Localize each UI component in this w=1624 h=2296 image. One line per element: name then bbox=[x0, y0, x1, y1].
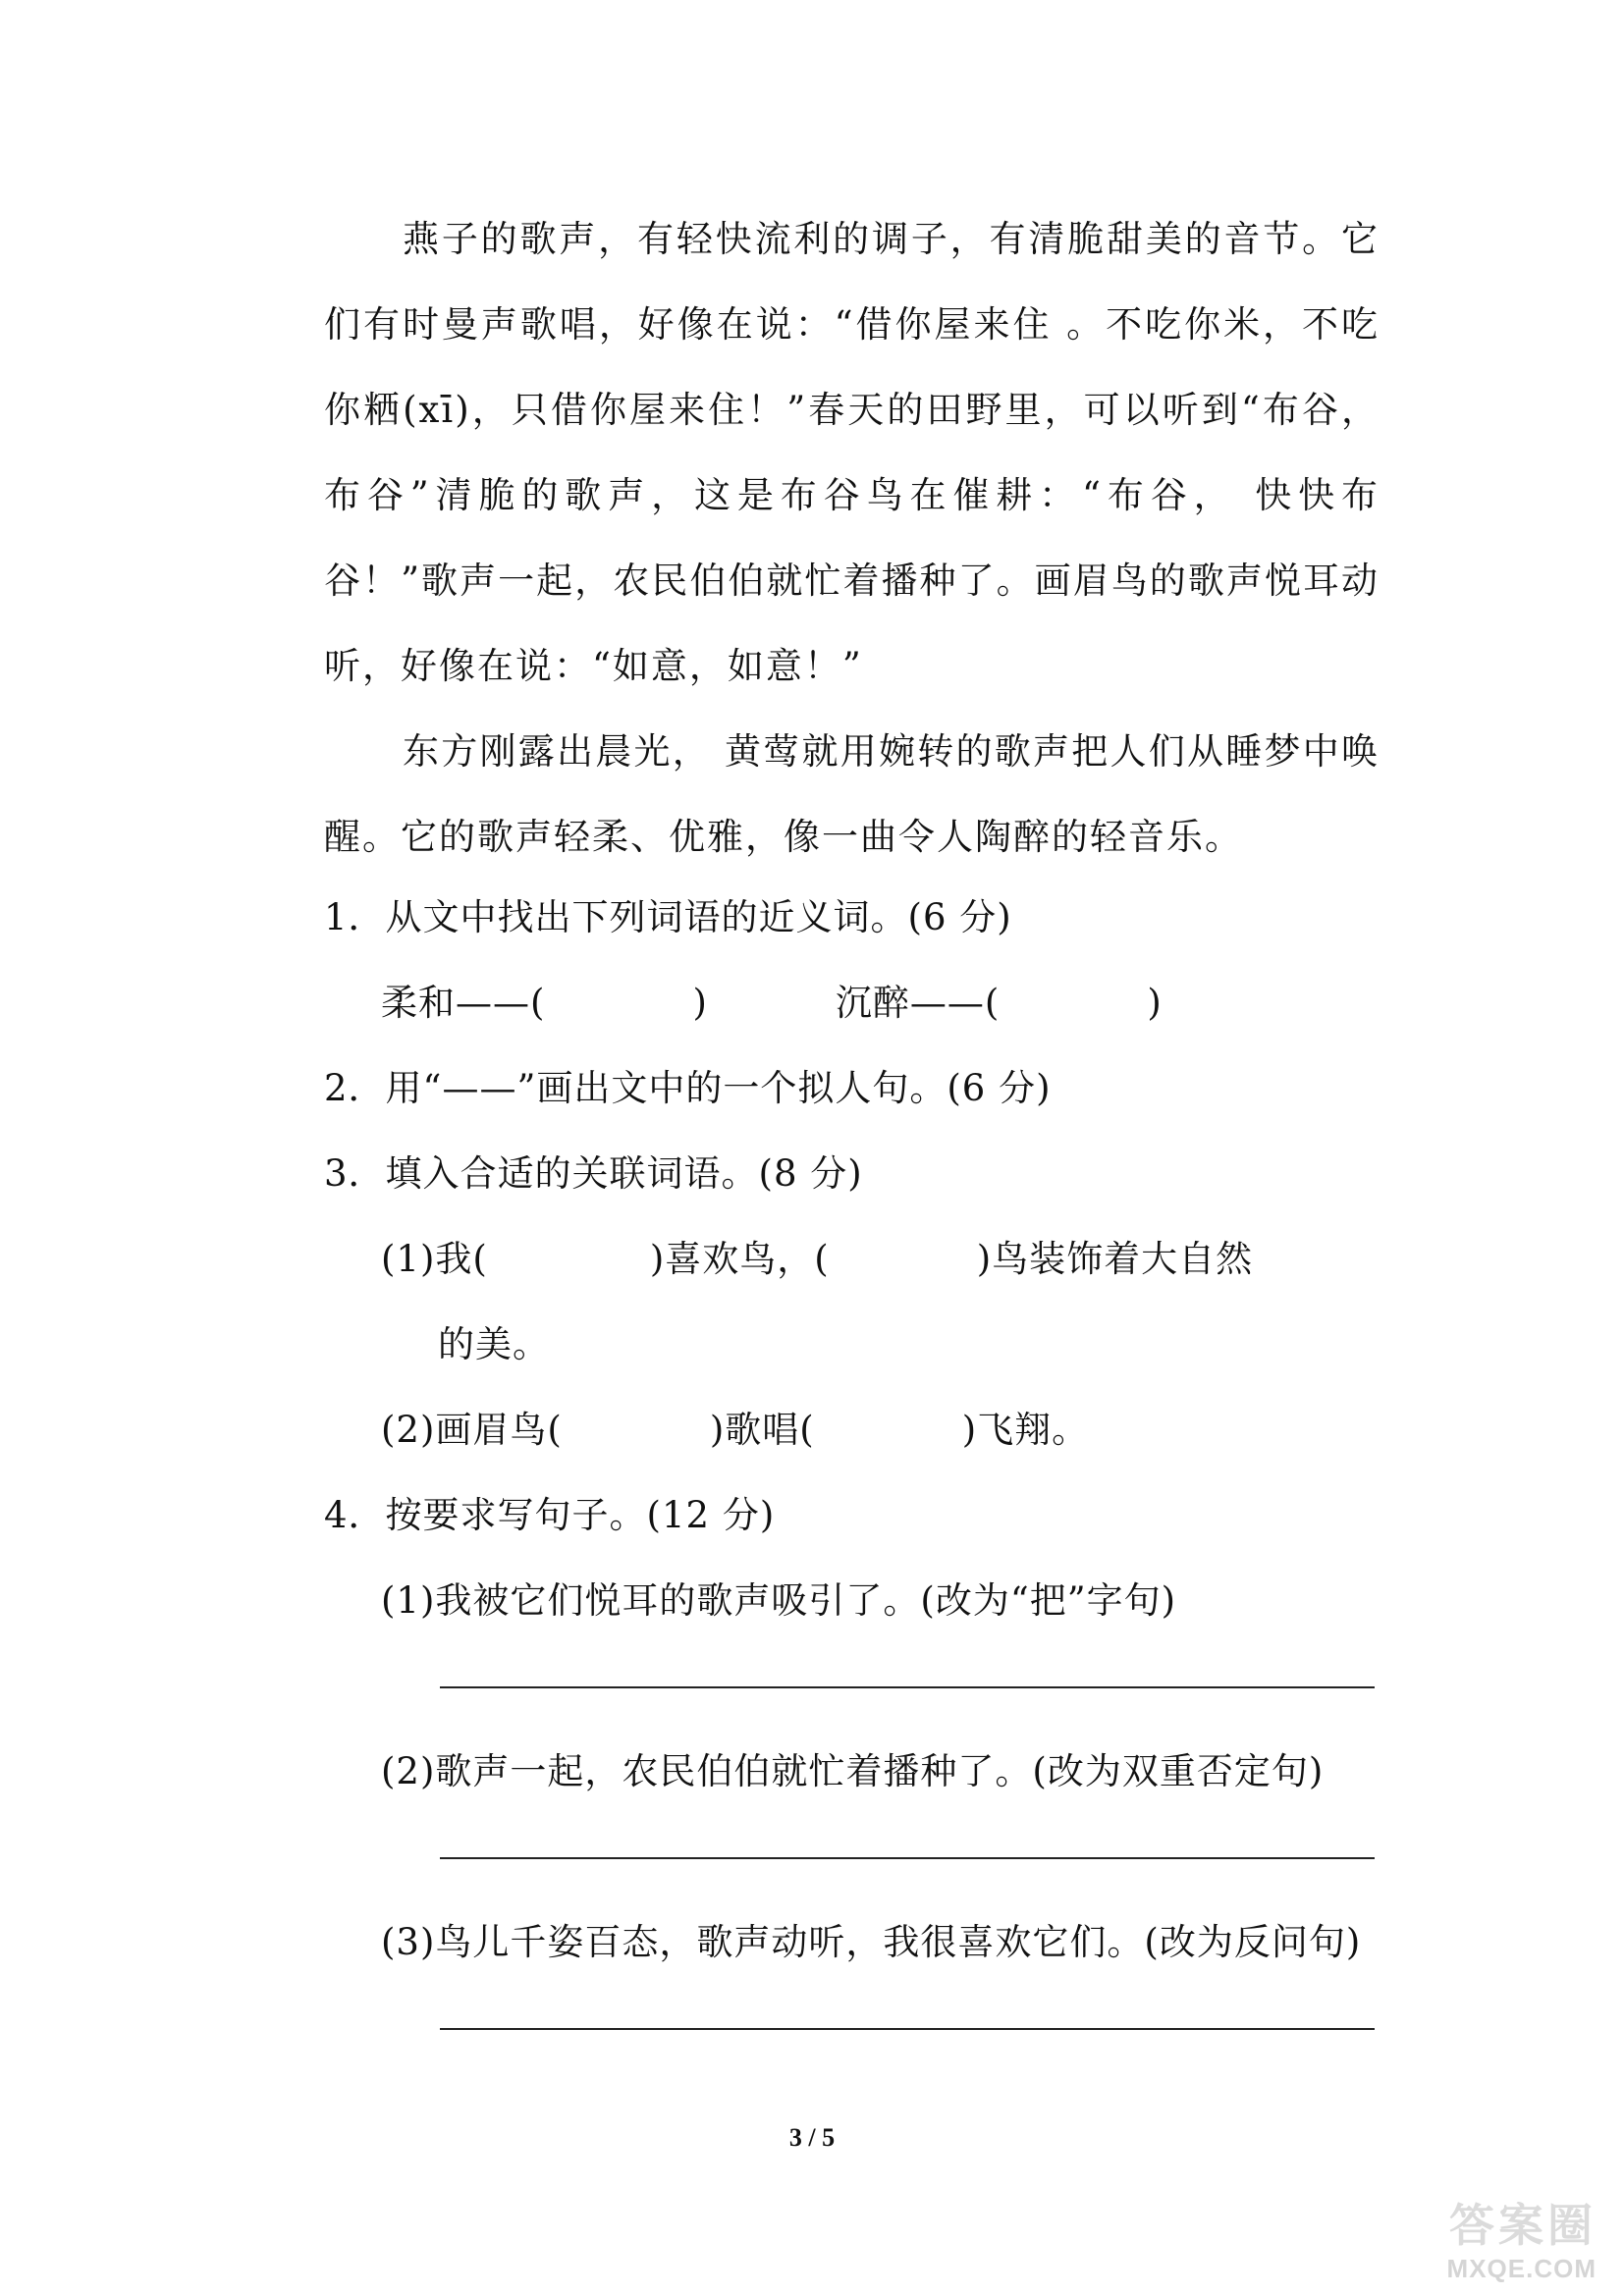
question-4-sentence-2: (2)歌声一起，农民伯伯就忙着播种了。(改为双重否定句) bbox=[381, 1750, 1325, 1792]
question-4-title: 4．按要求写句子。(12 分) bbox=[324, 1494, 776, 1536]
question-1-items bbox=[381, 974, 1163, 1033]
question-3-sentence-1-cont: 的美。 bbox=[438, 1323, 550, 1365]
q3-s2-part-c: )飞翔。 bbox=[961, 1409, 1090, 1451]
question-4-sentence-1: (1)我被它们悦耳的歌声吸引了。(改为“把”字句) bbox=[381, 1579, 1177, 1622]
passage-paragraph-2: 东方刚露出晨光， 黄莺就用婉转的歌声把人们从睡梦中唤醒。它的歌声轻柔、优雅，像一曲令人陶醉的轻音乐。 bbox=[324, 730, 1380, 858]
watermark-main-text: 答案圈 bbox=[1449, 2199, 1597, 2252]
q3-s2-part-b: )歌唱( bbox=[709, 1409, 815, 1451]
answer-line-1[interactable] bbox=[440, 1686, 1375, 1688]
q3-s1-part-c: )鸟装饰着大自然 bbox=[976, 1238, 1254, 1280]
watermark-logo bbox=[1410, 2198, 1606, 2286]
question-3-sentence-2 bbox=[381, 1401, 1089, 1460]
question-3-title: 3．填入合适的关联词语。(8 分) bbox=[324, 1152, 863, 1195]
synonym-item-rouhe: 柔和——( bbox=[381, 982, 546, 1024]
watermark-site-text: MXQE.COM bbox=[1446, 2254, 1597, 2283]
answer-line-3[interactable] bbox=[440, 2028, 1375, 2030]
page-number: 3 / 5 bbox=[788, 2123, 836, 2152]
passage-paragraph-1: 燕子的歌声，有轻快流利的调子，有清脆甜美的音节。它们有时曼声歌唱，好像在说：“借你屋来住 。不吃你米，不吃你粞(xī)，只借你屋来住！”春天的田野里，可以听到“布谷，布谷”清脆的歌声，这是布谷鸟在催耕：“布谷， 快快布谷！”歌声一起，农民伯伯就忙着播种了。画眉鸟的歌声悦耳动听，好像在说：“如意，如意！” bbox=[324, 218, 1380, 687]
answer-line-2[interactable] bbox=[440, 1857, 1375, 1859]
q3-s2-part-a: (2)画眉鸟( bbox=[381, 1409, 563, 1451]
q3-s1-part-b: )喜欢鸟，( bbox=[649, 1238, 830, 1280]
synonym-item-chenzui: 沉醉——( bbox=[835, 982, 1001, 1024]
q3-s1-part-a: (1)我( bbox=[381, 1238, 488, 1280]
question-2-title: 2．用“——”画出文中的一个拟人句。(6 分) bbox=[324, 1067, 1052, 1109]
synonym-close-1: ) bbox=[692, 982, 708, 1024]
question-4-sentence-3: (3)鸟儿千姿百态，歌声动听，我很喜欢它们。(改为反问句) bbox=[381, 1921, 1362, 1963]
question-1-title: 1．从文中找出下列词语的近义词。(6 分) bbox=[324, 896, 1012, 938]
question-3-sentence-1 bbox=[381, 1230, 1253, 1289]
synonym-close-2: ) bbox=[1147, 982, 1163, 1024]
